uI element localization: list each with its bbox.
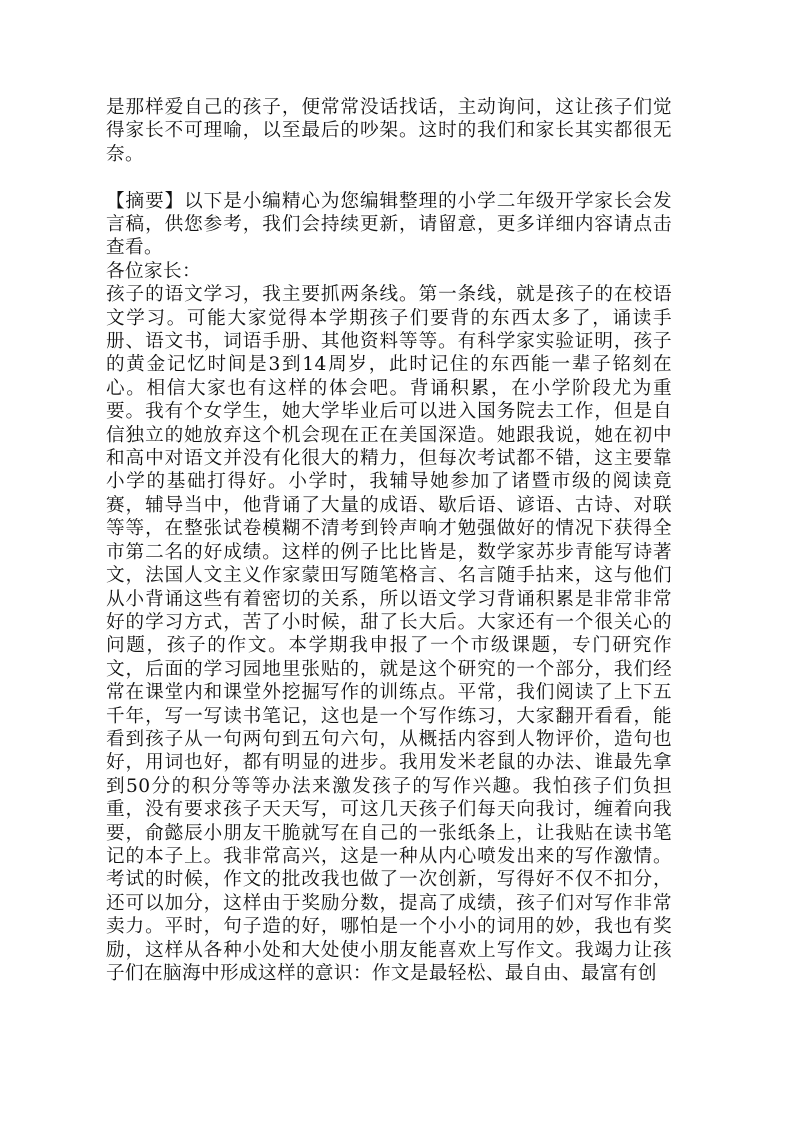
- intro-fragment-paragraph: 是那样爱自己的孩子，便常常没话找话，主动询问，这让孩子们觉得家长不可理喻，以至最后的吵架。这时的我们和家长其实都很无奈。: [106, 97, 672, 165]
- body-paragraph: 孩子的语文学习，我主要抓两条线。第一条线，就是孩子的在校语文学习。可能大家觉得本学期孩子们要背的东西太多了，诵读手册、语文书，词语手册、其他资料等等。有科学家实验证明，孩子的黄金记忆时间是3到14周岁，此时记住的东西能一辈子铭刻在心。相信大家也有这样的体会吧。背诵积累，在小学阶段尤为重要。我有个女学生，她大学毕业后可以进入国务院去工作，但是自信独立的她放弃这个机会现在正在美国深造。她跟我说，她在初中和高中对语文并没有化很大的精力，但每次考试都不错，这主要靠小学的基础打得好。小学时，我辅导她参加了诸暨市级的阅读竟赛，辅导当中，他背诵了大量的成语、歇后语、谚语、古诗、对联等等，在整张试卷模糊不清考到铃声响才勉强做好的情况下获得全市第二名的好成绩。这样的例子比比皆是，数学家苏步青能写诗著文，法国人文主义作家蒙田写随笔格言、名言随手拈来，这与他们从小背诵这些有着密切的关系，所以语文学习背诵积累是非常非常好的学习方式，苦了小时候，甜了长大后。大家还有一个很关心的问题，孩子的作文。本学期我申报了一个市级课题，专门研究作文，后面的学习园地里张贴的，就是这个研究的一个部分，我们经常在课堂内和课堂外挖掘写作的训练点。平常，我们阅读了上下五千年，写一写读书笔记，这也是一个写作练习，大家翻开看看，能看到孩子从一句两句到五句六句，从概括内容到人物评价，造句也好，用词也好，都有明显的进步。我用发米老鼠的办法、谁最先拿到50分的积分等等办法来激发孩子的写作兴趣。我怕孩子们负担重，没有要求孩子天天写，可这几天孩子们每天向我讨，缠着向我要，俞懿辰小朋友干脆就写在自己的一张纸条上，让我贴在读书笔记的本子上。我非常高兴，这是一种从内心喷发出来的写作激情。考试的时候，作文的批改我也做了一次创新，写得好不仅不扣分，还可以加分，这样由于奖励分数，提高了成绩，孩子们对写作非常卖力。平时，句子造的好，哪怕是一个小小的词用的妙，我也有奖励，这样从各种小处和大处使小朋友能喜欢上写作文。我竭力让孩子们在脑海中形成这样的意识：作文是最轻松、最自由、最富有创: [106, 284, 672, 985]
- paragraph-gap: [106, 166, 672, 189]
- document-page: [106, 96, 672, 985]
- salutation-line: 各位家长：: [106, 260, 201, 282]
- summary-paragraph: 【摘要】以下是小编精心为您编辑整理的小学二年级开学家长会发言稿，供您参考，我们会持续更新，请留意，更多详细内容请点击查看。: [106, 190, 672, 259]
